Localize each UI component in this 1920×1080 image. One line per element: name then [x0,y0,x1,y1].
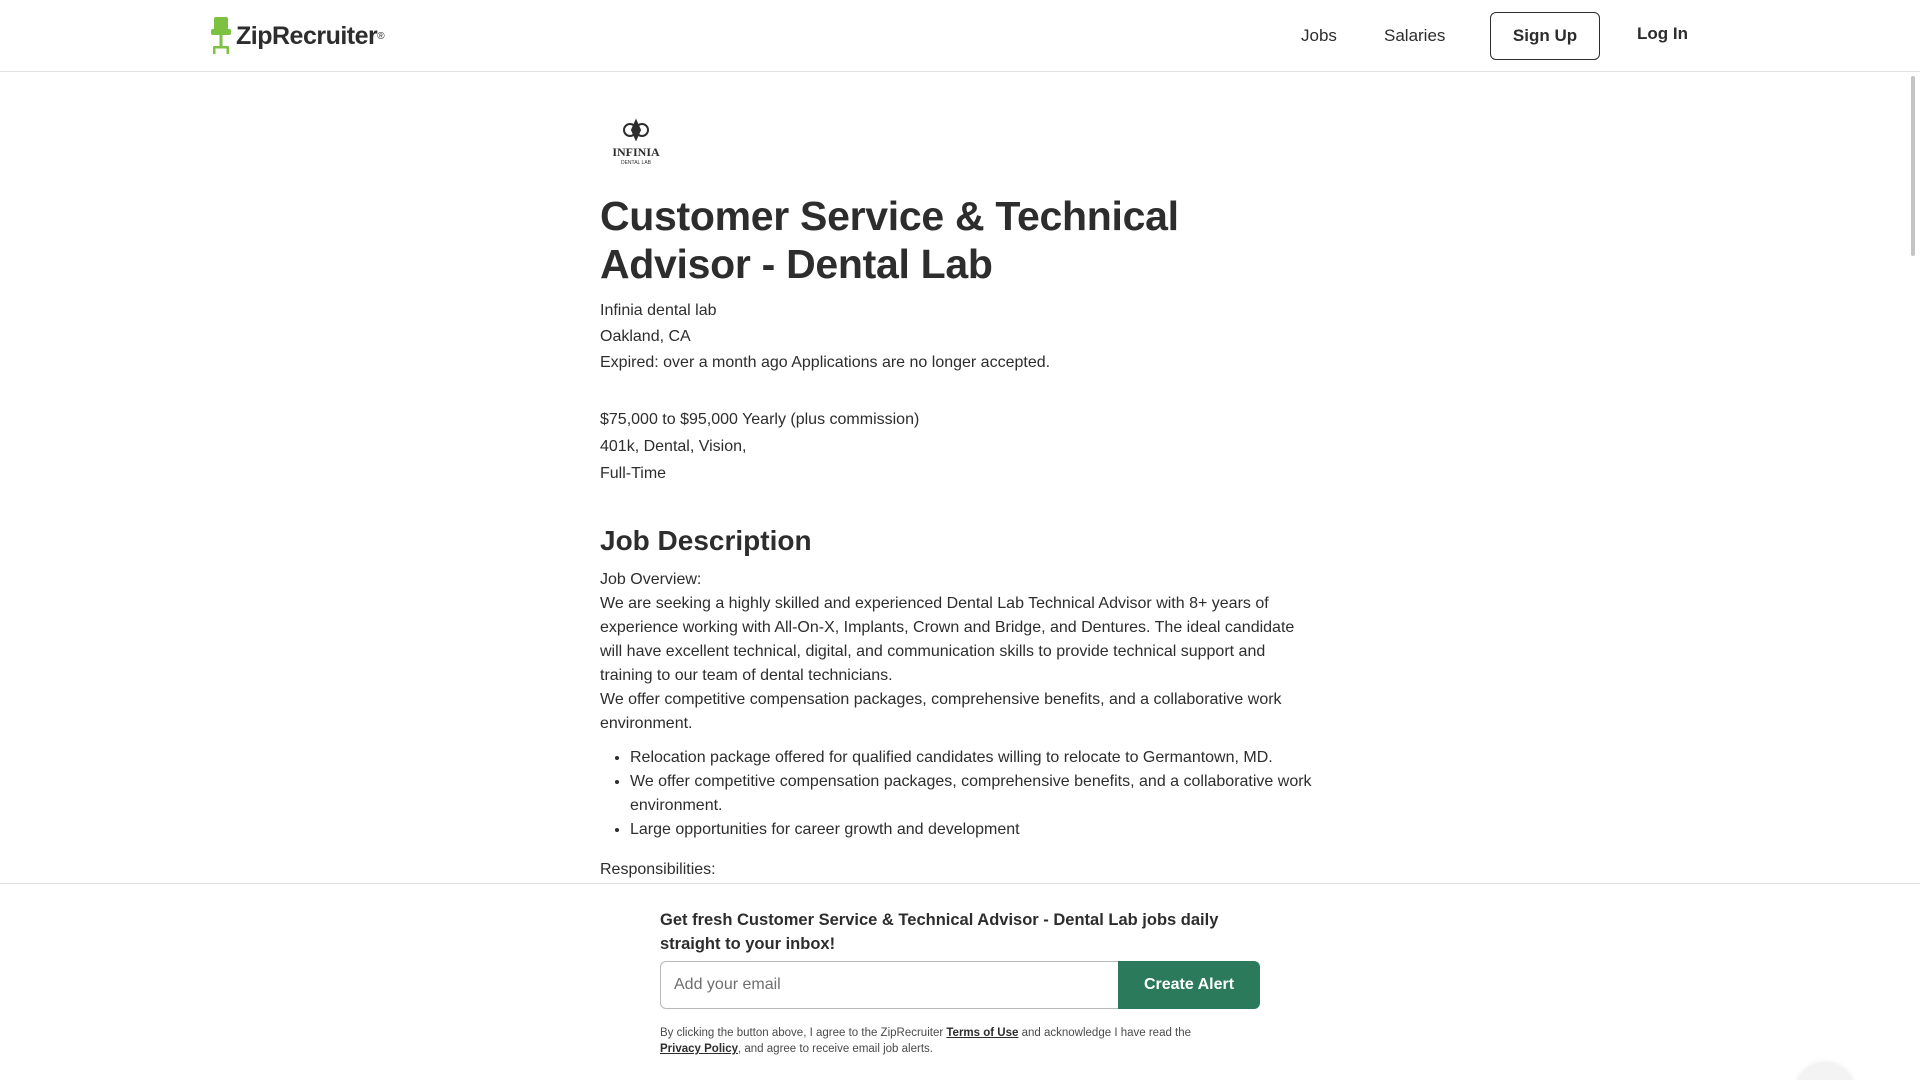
job-alert-heading: Get fresh Customer Service & Technical Advisor - Dental Lab jobs daily straight to your inbox! [660,911,1219,953]
privacy-policy-link[interactable]: Privacy Policy [660,1043,738,1055]
sign-up-button[interactable]: Sign Up [1490,12,1600,60]
job-status: Expired: over a month ago Applications are no longer accepted. [600,354,1051,371]
email-input[interactable] [660,961,1120,1009]
benefits: 401k, Dental, Vision, [600,438,747,455]
list-item: • Relocation package offered for qualified candidates willing to relocate to Germantown, MD. [630,746,1320,770]
terms-of-use-link[interactable]: Terms of Use [946,1027,1019,1039]
brand-name: ZipRecruiter [236,21,378,50]
svg-text:DENTAL LAB: DENTAL LAB [620,160,652,166]
employment-type: Full-Time [600,465,667,482]
nav-jobs-link[interactable]: Jobs [1301,26,1337,45]
job-title: Customer Service & Technical Advisor - Dental Lab [600,193,1179,287]
ziprecruiter-logo[interactable] [210,17,385,55]
brand-registered-mark: ® [377,30,385,42]
job-location: Oakland, CA [600,328,691,345]
create-alert-button[interactable]: Create Alert [1118,961,1260,1009]
company-name: Infinia dental lab [600,302,717,319]
log-in-link[interactable]: Log In [1637,24,1688,43]
nav-salaries-link[interactable]: Salaries [1384,26,1446,45]
job-meta [600,298,1320,376]
legal-disclaimer [660,1025,1260,1057]
overview-paragraph-1: We are seeking a highly skilled and experienced Dental Lab Technical Advisor with 8+ years of experience working with All-On-X, Implants, Crown and Bridge, and Dentures. The ideal candidate will have excellent technical, digital, and communication skills to provide technical support and training to our team of dental technicians. [600,595,1295,684]
company-logo [600,118,672,166]
legal-suffix: , and agree to receive email job alerts. [738,1043,933,1055]
site-header [0,0,1920,72]
legal-middle: and acknowledge I have read the [1021,1027,1192,1039]
responsibilities-label: Responsibilities: [600,861,716,878]
list-item: • Large opportunities for career growth and development [630,818,1320,842]
compensation-info [600,406,1320,487]
chair-logo-icon [210,17,232,55]
job-overview-label: Job Overview: [600,571,702,588]
benefit-list [600,746,1320,842]
job-description-heading: Job Description [600,525,812,556]
job-detail [600,118,1320,882]
job-alert-bar [0,883,1920,1080]
svg-text:INFINIA: INFINIA [612,145,660,159]
overview-paragraph-2: We offer competitive compensation packages, comprehensive benefits, and a collaborative work environment. [600,691,1282,732]
scrollbar-thumb[interactable] [1911,76,1915,256]
job-description-body [600,568,1320,736]
list-item: • We offer competitive compensation packages, comprehensive benefits, and a collaborative work environment. [630,770,1320,818]
legal-prefix: By clicking the button above, I agree to the ZipRecruiter [660,1027,944,1039]
salary-range: $75,000 to $95,000 Yearly (plus commission) [600,411,920,428]
